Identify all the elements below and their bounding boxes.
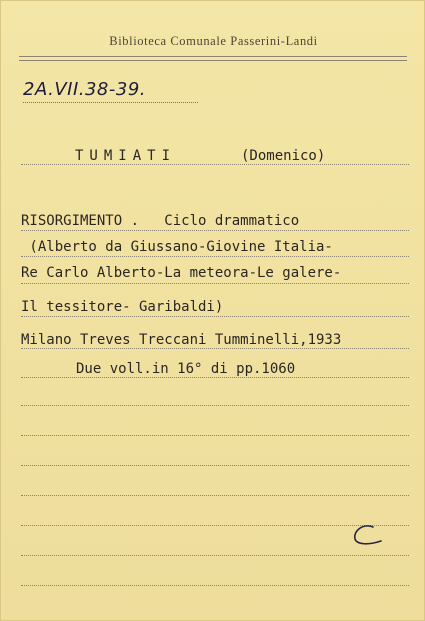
ruled-line (21, 494, 409, 496)
ruled-line (21, 315, 409, 317)
author-surname: TUMIATI (75, 148, 177, 164)
ruled-line (21, 229, 409, 231)
handwritten-mark (349, 523, 383, 547)
ruled-line (21, 255, 409, 257)
ruled-line (21, 404, 409, 406)
title-line-2: (Alberto da Giussano-Giovine Italia- (21, 239, 333, 255)
header-rule-bottom (19, 60, 407, 61)
author-given-name: (Domenico) (241, 148, 326, 164)
header-rule-top (19, 56, 407, 57)
library-header: Biblioteca Comunale Passerini-Landi (109, 34, 318, 48)
title-line-1: RISORGIMENTO . Ciclo drammatico (21, 213, 300, 229)
ruled-line (21, 282, 409, 284)
ruled-line (21, 376, 409, 378)
ruled-line (21, 434, 409, 436)
collation: Due voll.in 16° di pp.1060 (76, 361, 296, 377)
imprint: Milano Treves Treccani Tumminelli,1933 (21, 332, 342, 348)
call-number: 2A.VII.38-39. (23, 79, 198, 103)
title-line-3: Re Carlo Alberto-La meteora-Le galere- (21, 265, 342, 281)
title-line-4: Il tessitore- Garibaldi) (21, 299, 224, 315)
ruled-line (21, 554, 409, 556)
ruled-line (21, 163, 409, 165)
ruled-line (21, 464, 409, 466)
ruled-line (21, 347, 409, 349)
ruled-line (21, 584, 409, 586)
